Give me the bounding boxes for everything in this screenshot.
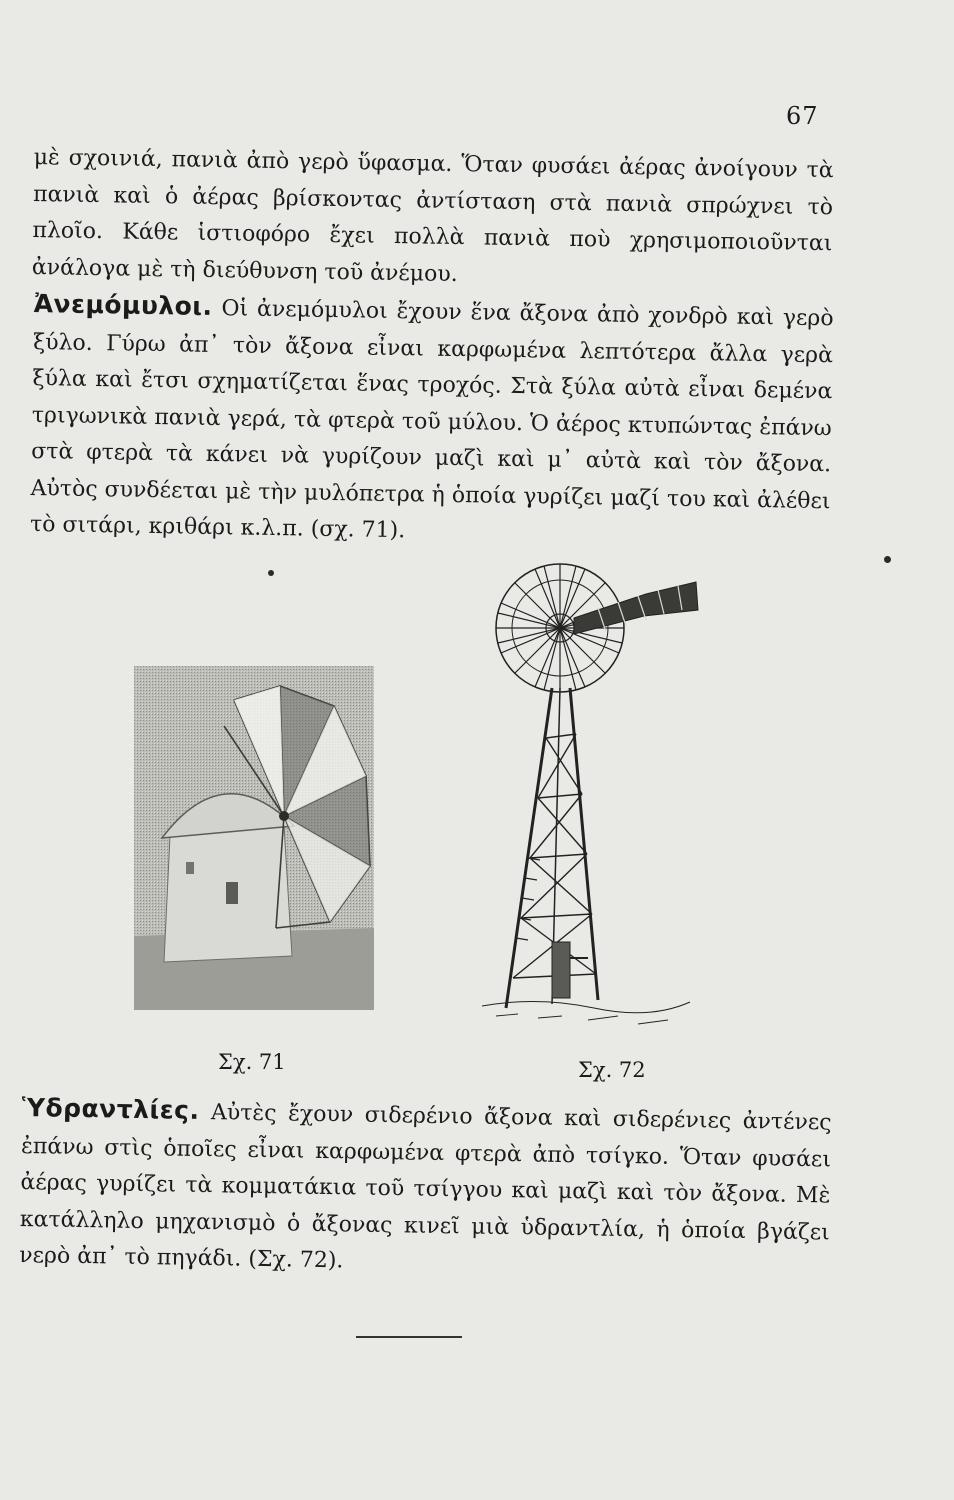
footer-divider <box>356 1336 462 1338</box>
paragraph-text: μὲ σχοινιά, πανιὰ ἀπὸ γερὸ ὕφασμα. Ὅταν φυσάει ἀέρας ἀνοίγουν τὰ πανιὰ καὶ ὁ ἀέρας βρίσκοντας ἀντίσταση στὰ πανιὰ σπρώχνει τὸ πλοῖο. Κάθε ἱστιοφόρο ἔχει πολλὰ πανιὰ ποὺ χρησιμοποιοῦνται ἀνάλογα μὲ τὴ διεύθυνση τοῦ ἀνέμου. <box>31 144 834 287</box>
print-speck <box>884 556 891 563</box>
section-heading-windmills: Ἀνεμόμυλοι. <box>33 288 213 321</box>
water-pump-windmill-drawing-icon <box>478 538 700 1030</box>
windmill-photo-icon <box>134 666 374 1010</box>
water-pump-figure <box>478 538 700 1030</box>
paragraph-text: Οἱ ἀνεμόμυλοι ἔχουν ἕνα ἄξονα ἀπὸ χονδρὸ καὶ γερὸ ξύλο. Γύρω ἀπ᾿ τὸν ἄξονα εἶναι καρφωμένα λεπτότερα ἄλλα γερὰ ξύλα καὶ ἔτσι σχηματίζεται ἕνας τροχός. Στὰ ξύλα αὐτὰ εἶναι δεμένα τριγωνικὰ πανιὰ γερά, τὰ φτερὰ τοῦ μύλου. Ὁ ἀέρος κτυπώντας ἐπάνω στὰ φτερὰ τὰ κάνει νὰ γυρίζουν μαζὶ καὶ μ᾿ αὐτὰ καὶ τὸν ἄξονα. Αὐτὸς συνδέεται μὲ τὴν μυλόπετρα ἡ ὁποία γυρίζει μαζί του καὶ ἀλέθει τὸ σιτάρι, κριθάρι κ.λ.π. (σχ. 71). <box>29 295 834 544</box>
print-speck <box>268 570 274 576</box>
figure-caption: Σχ. 71 <box>218 1050 286 1074</box>
paragraph-text: Αὐτὲς ἔχουν σιδερένιο ἄξονα καὶ σιδερένιες ἀντένες ἐπάνω στὶς ὁποῖες εἶναι καρφωμένα φτερὰ ἀπὸ τσίγκο. Ὅταν φυσάει ἀέρας γυρίζει τὰ κομματάκια τοῦ τσίγγου καὶ μαζὶ καὶ τὸν ἄξονα. Μὲ κατάλληλο μηχανισμὸ ὁ ἄξονας κινεῖ μιὰ ὑδραντλία, ἡ ὁποία βγάζει νερὸ ἀπ᾿ τὸ πηγάδι. (Σχ. 72). <box>19 1099 832 1274</box>
paragraph-water-pumps <box>19 1090 832 1288</box>
section-heading-water-pumps: Ὑδραντλίες. <box>21 1092 200 1125</box>
paragraph-sailboats <box>32 140 834 299</box>
figure-caption: Σχ. 72 <box>578 1058 646 1082</box>
paragraph-windmills <box>30 286 834 557</box>
page-number: 67 <box>786 102 819 130</box>
windmill-photo-figure <box>134 666 374 1010</box>
